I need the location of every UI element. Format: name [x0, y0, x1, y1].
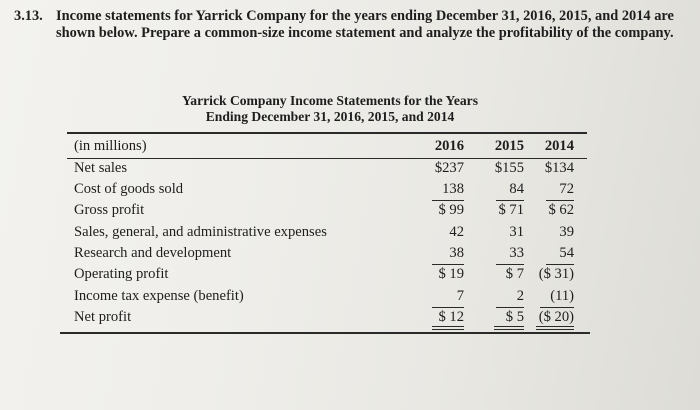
- cell-2014: 72: [559, 181, 574, 197]
- cell-2014: $134: [544, 160, 574, 176]
- table-title: [120, 93, 540, 125]
- cell-2014: ($ 20): [538, 309, 574, 325]
- cell-2015: $ 71: [498, 202, 524, 218]
- cell-2015: 84: [509, 181, 524, 197]
- row-label: Income tax expense (benefit): [74, 288, 244, 304]
- total-double-underline: [494, 326, 524, 330]
- cell-2015: 33: [509, 245, 524, 261]
- cell-2014: $ 62: [548, 202, 574, 218]
- subtotal-underline: [496, 307, 524, 308]
- year-header-2014: 2014: [544, 138, 574, 154]
- subtotal-underline: [432, 264, 464, 265]
- cell-2014: 54: [559, 245, 574, 261]
- year-header-2015: 2015: [494, 138, 524, 154]
- problem-number: 3.13.: [14, 8, 43, 24]
- cell-2015: $ 7: [505, 266, 524, 282]
- subtotal-underline: [496, 200, 524, 201]
- row-label: Gross profit: [74, 202, 145, 218]
- cell-2015: 31: [509, 224, 524, 240]
- table-title-line-2: Ending December 31, 2016, 2015, and 2014: [205, 109, 455, 124]
- problem-statement: [14, 8, 674, 42]
- subtotal-underline: [546, 200, 574, 201]
- cell-2016: $ 12: [438, 309, 464, 325]
- cell-2014: (11): [550, 288, 574, 304]
- total-double-underline: [536, 326, 574, 330]
- row-label: Research and development: [74, 245, 232, 261]
- unit-label: (in millions): [74, 138, 147, 154]
- cell-2016: 42: [449, 224, 464, 240]
- row-label: Operating profit: [74, 266, 169, 282]
- year-header-2016: 2016: [434, 138, 464, 154]
- row-label: Cost of goods sold: [74, 181, 184, 197]
- subtotal-underline: [540, 307, 574, 308]
- table-bottom-rule: [60, 332, 590, 334]
- cell-2014: ($ 31): [538, 266, 574, 282]
- row-label: Sales, general, and administrative expenses: [74, 224, 327, 240]
- table-title-line-1: Yarrick Company Income Statements for the Years: [182, 93, 478, 108]
- cell-2016: 38: [449, 245, 464, 261]
- cell-2016: $ 99: [438, 202, 464, 218]
- subtotal-underline: [496, 264, 524, 265]
- row-label: Net sales: [74, 160, 128, 176]
- cell-2015: $155: [494, 160, 524, 176]
- table-header-row: [0, 138, 700, 156]
- problem-text: Income statements for Yarrick Company for the years ending December 31, 2016, 2015, and 2014 are shown below. Prepare a common-size income statement and analyze the profitability of the company.: [56, 8, 674, 41]
- table-top-rule: [67, 132, 587, 134]
- subtotal-underline: [432, 200, 464, 201]
- cell-2016: 7: [456, 288, 464, 304]
- row-label: Net profit: [74, 309, 132, 325]
- cell-2016: $ 19: [438, 266, 464, 282]
- subtotal-underline: [432, 307, 464, 308]
- cell-2016: $237: [434, 160, 464, 176]
- cell-2015: $ 5: [505, 309, 524, 325]
- total-double-underline: [432, 326, 464, 330]
- cell-2016: 138: [442, 181, 464, 197]
- cell-2015: 2: [516, 288, 524, 304]
- subtotal-underline: [546, 264, 574, 265]
- cell-2014: 39: [559, 224, 574, 240]
